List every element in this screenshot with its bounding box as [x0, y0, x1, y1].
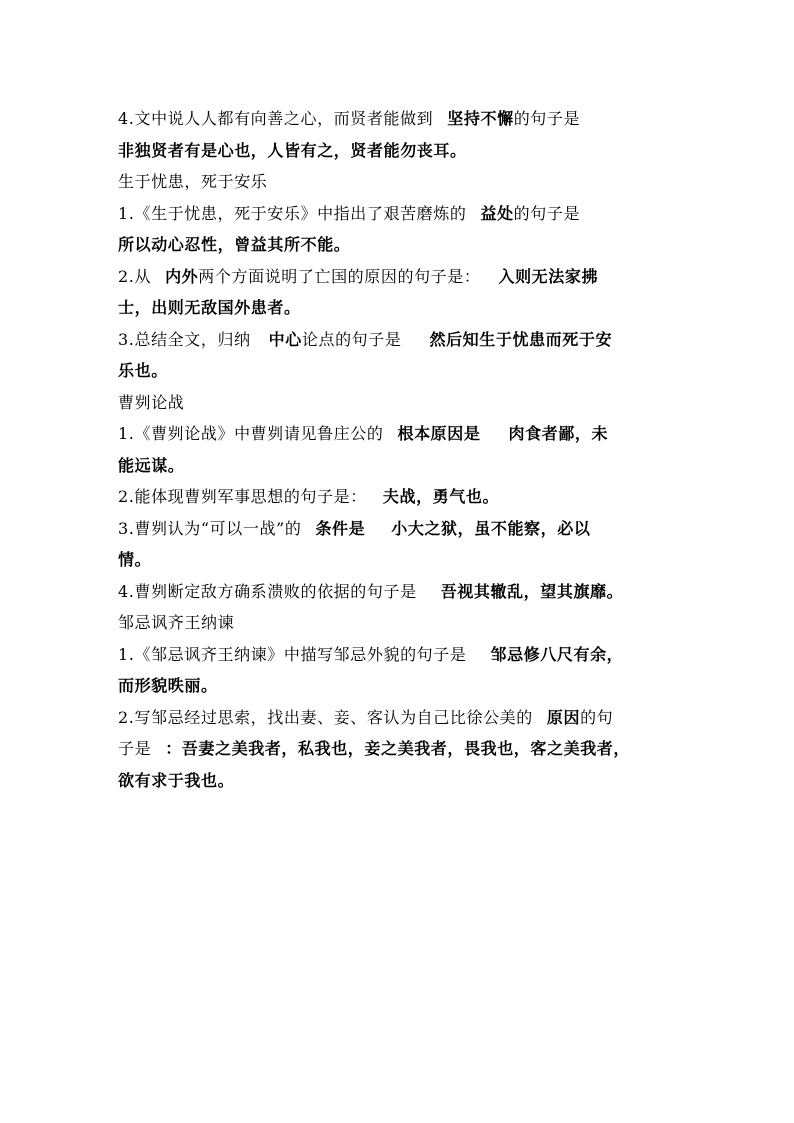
question-text: 的句子是 [513, 109, 581, 128]
answer-text: 肉食者鄙，未 [508, 424, 609, 443]
answer-text: ：吾妻之美我者，私我也，妾之美我者，畏我也，客之美我者， [165, 739, 631, 758]
key-term: 内外 [165, 266, 199, 286]
answer-line [118, 135, 688, 167]
key-term: 坚持不懈 [447, 109, 514, 128]
key-term: 根本原因是 [397, 424, 481, 443]
answer-text: 情。 [118, 550, 152, 569]
key-term: 中心 [268, 329, 302, 349]
question-text: 2.写邹忌经过思索，找出妻、妾、客认为自己比徐公美的 [118, 707, 533, 727]
answer-text: 夫战，勇气也。 [382, 487, 500, 506]
answer-text: 非独贤者有是心也，人皆有之，贤者能勿丧耳。 [118, 140, 467, 160]
text-line [118, 702, 688, 734]
key-term: 条件是 [315, 518, 366, 538]
question-text: 子是 [118, 739, 152, 758]
text-line [118, 261, 688, 293]
text-line [118, 324, 688, 356]
question-text: 1.《生于忧患，死于安乐》中指出了艰苦磨炼的 [118, 203, 467, 223]
question-text: 3.曹刿认为“可以一战”的 [118, 518, 302, 538]
answer-line [118, 765, 688, 797]
section-heading [118, 387, 688, 419]
question-text: 的句子是 [513, 203, 581, 223]
answer-text: 而形貌昳丽。 [118, 676, 218, 695]
question-text: 1.《曹刿论战》中曹刿请见鲁庄公的 [118, 424, 384, 443]
answer-line [118, 355, 688, 387]
text-line [118, 481, 688, 513]
answer-text: 邹忌修八尺有余， [490, 644, 624, 664]
answer-text: 欲有求于我也。 [118, 770, 235, 790]
answer-line [118, 670, 688, 702]
answer-text: 小大之狱，虽不能察，必以 [391, 518, 591, 538]
answer-line [118, 292, 688, 324]
section-title: 生于忧患，死于安乐 [118, 172, 268, 191]
answer-line [118, 229, 688, 261]
answer-text: 能远谋。 [118, 455, 185, 475]
section-heading [118, 166, 688, 198]
text-line [118, 733, 688, 765]
answer-text: 乐也。 [118, 361, 168, 380]
question-text: 4.曹刿断定敌方确系溃败的依据的句子是 [118, 581, 417, 601]
answer-text: 入则无法家拂 [498, 266, 599, 286]
text-line [118, 639, 688, 671]
section-title: 邹忌讽齐王纳谏 [118, 613, 235, 632]
key-term: 益处 [480, 203, 514, 223]
question-text: 4.文中说人人都有向善之心，而贤者能做到 [118, 109, 434, 128]
answer-text: 吾视其辙乱，望其旗靡。 [440, 581, 624, 601]
text-line [118, 513, 688, 545]
text-line [118, 103, 688, 135]
section-title: 曹刿论战 [118, 392, 185, 412]
key-term: 原因 [546, 707, 581, 727]
question-text: 2.能体现曹刿军事思想的句子是： [118, 487, 367, 506]
answer-text: 然后知生于忧患而死于安 [429, 329, 613, 349]
question-text: 两个方面说明了亡国的原因的句子是： [198, 266, 481, 286]
question-text: 论点的句子是 [301, 329, 402, 349]
question-text: 2.从 [118, 266, 152, 286]
text-line [118, 418, 688, 450]
text-line [118, 576, 688, 608]
answer-text: 所以动心忍性，曾益其所不能。 [118, 235, 351, 254]
question-text: 的句 [580, 707, 614, 727]
answer-text: 士，出则无敌国外患者。 [118, 298, 301, 317]
question-text: 3.总结全文，归纳 [118, 329, 251, 349]
section-heading [118, 607, 688, 639]
text-line [118, 198, 688, 230]
answer-line [118, 450, 688, 482]
question-text: 1.《邹忌讽齐王纳谏》中描写邹忌外貌的句子是 [118, 644, 467, 664]
document-page [118, 103, 688, 796]
answer-line [118, 544, 688, 576]
